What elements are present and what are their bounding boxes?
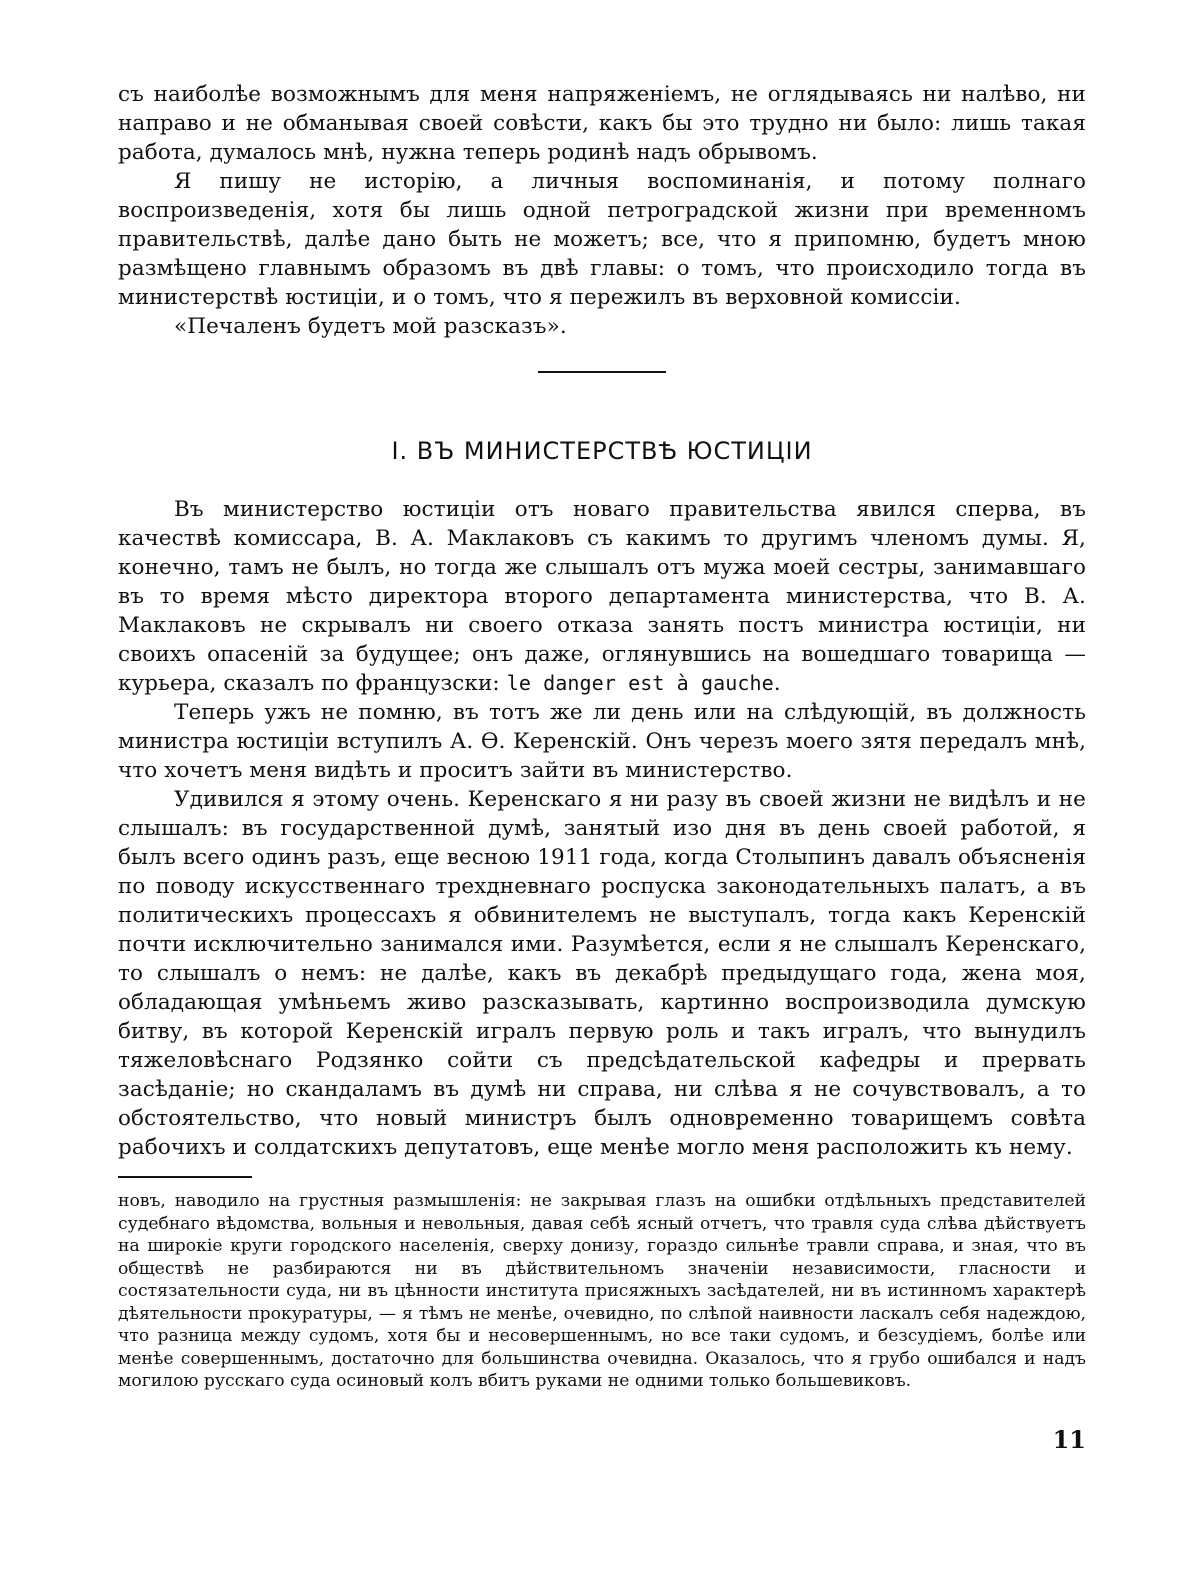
section-divider xyxy=(538,371,666,373)
page-body xyxy=(118,80,1086,1393)
footnote-divider xyxy=(118,1176,252,1178)
chapter-paragraph-3: Удивился я этому очень. Керенскаго я ни разу въ своей жизни не видѣлъ и не слышалъ: въ государственной думѣ, занятый изо дня въ день своей работой, я былъ всего одинъ разъ, еще весною 1911 года, когда Столыпинъ давалъ объясненія по поводу искусственнаго трехдневнаго роспуска законодательныхъ палатъ, а въ политическихъ процессахъ я обвинителемъ не выступалъ, тогда какъ Керенскій почти исключительно занимался ими. Разумѣется, если я не слышалъ Керенскаго, то слышалъ о немъ: не далѣе, какъ въ декабрѣ предыдущаго года, жена моя, обладающая умѣньемъ живо разсказывать, картинно воспроизводила думскую битву, въ которой Керенскій игралъ первую роль и такъ игралъ, что вынудилъ тяжеловѣснаго Родзянко сойти съ предсѣдательской кафедры и прервать засѣданіе; но скандаламъ въ думѣ ни справа, ни слѣва я не сочувствовалъ, а то обстоятельство, что новый министръ былъ одновременно товарищемъ совѣта рабочихъ и солдатскихъ депутатовъ, еще менѣе могло меня расположить къ нему. xyxy=(118,787,1086,1160)
chapter-paragraph-2: Теперь ужъ не помню, въ тотъ же ли день или на слѣдующій, въ должность министра юстиціи вступилъ А. Ѳ. Керенскій. Онъ черезъ моего зятя передалъ мнѣ, что хочетъ меня видѣть и проситъ зайти въ министерство. xyxy=(118,700,1086,783)
page-number: 11 xyxy=(1052,1425,1086,1454)
intro-paragraph-1: съ наиболѣе возможнымъ для меня напряженіемъ, не оглядываясь ни налѣво, ни направо и не обманывая своей совѣсти, какъ бы это трудно ни было: лишь такая работа, думалось мнѣ, нужна теперь родинѣ надъ обрывомъ. xyxy=(118,82,1086,165)
french-quote: le danger est à gauche xyxy=(506,671,774,695)
chapter-paragraph-1-end: . xyxy=(773,671,781,696)
chapter-title: I. ВЪ МИНИСТЕРСТВѢ ЮСТИЦІИ xyxy=(391,437,813,465)
intro-paragraph-2: Я пишу не исторію, а личныя воспоминанія, и потому полнаго воспроизведенія, хотя бы лишь одной петроградской жизни при временномъ правительствѣ, далѣе дано быть не можетъ; все, что я припомню, будетъ мною размѣщено главнымъ образомъ въ двѣ главы: о томъ, что происходило тогда въ министерствѣ юстиціи, и о томъ, что я пережилъ въ верховной комиссіи. xyxy=(118,169,1086,310)
intro-paragraph-3: «Печаленъ будетъ мой разсказъ». xyxy=(174,314,567,339)
chapter-paragraph-1-text: Въ министерство юстиціи отъ новаго правительства явился сперва, въ качествѣ комиссара, В. А. Маклаковъ съ какимъ то другимъ членомъ думы. Я, конечно, тамъ не былъ, но тогда же слышалъ отъ мужа моей сестры, занимавшаго въ то время мѣсто директора второго департамента министерства, что В. А. Маклаковъ не скрывалъ ни своего отказа занять постъ министра юстиціи, ни своихъ опасеній за будущее; онъ даже, оглянувшись на вошедшаго товарища — курьера, сказалъ по французски: xyxy=(118,497,1086,696)
chapter-paragraph-1 xyxy=(118,495,1086,698)
footnote-text: новъ, наводило на грустныя размышленія: не закрывая глазъ на ошибки отдѣльныхъ представителей судебнаго вѣдомства, вольныя и невольныя, давая себѣ ясный отчетъ, что травля суда слѣва дѣйствуетъ на широкіе круги городского населенія, сверху донизу, гораздо сильнѣе травли справа, и зная, что въ обществѣ не разбираются ни въ дѣйствительномъ значеніи независимости, гласности и состязательности суда, ни въ цѣнности института присяжныхъ засѣдателей, ни въ истинномъ характерѣ дѣятельности прокуратуры, — я тѣмъ не менѣе, очевидно, по слѣпой наивности ласкалъ себя надеждою, что разница между судомъ, хотя бы и несовершеннымъ, но все таки судомъ, и безсудіемъ, болѣе или менѣе совершеннымъ, достаточно для большинства очевидна. Оказалось, что я грубо ошибался и надъ могилою русскаго суда осиновый колъ вбитъ руками не одними только большевиковъ. xyxy=(118,1191,1086,1391)
